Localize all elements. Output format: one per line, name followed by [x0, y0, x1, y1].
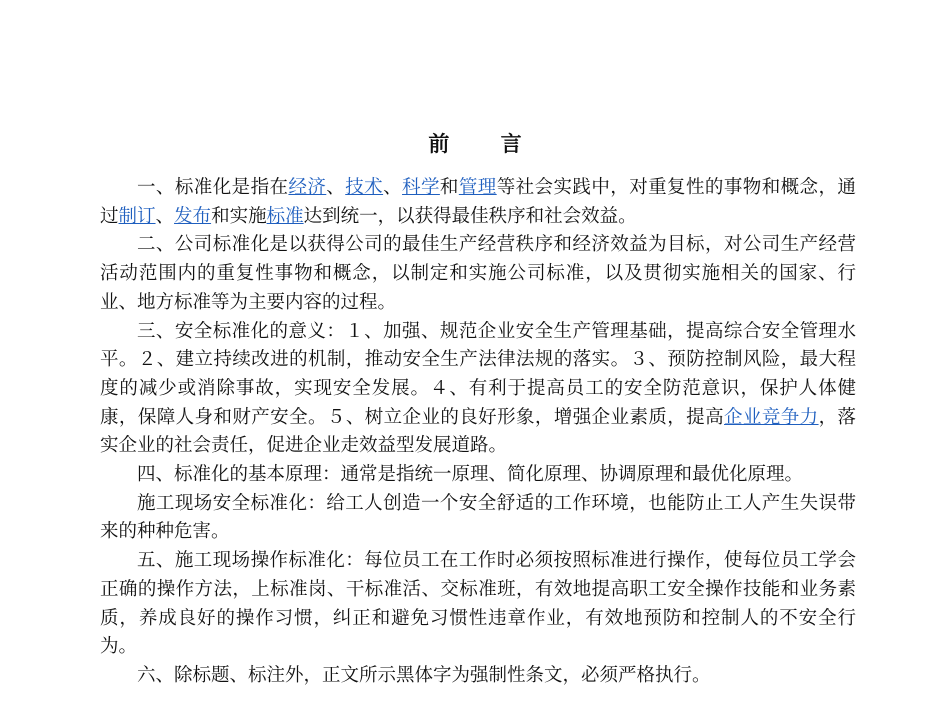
paragraph-text: 、 [155, 205, 175, 227]
link-formulate[interactable]: 制订 [118, 205, 156, 227]
paragraph-text: 和实施 [211, 205, 267, 227]
document-body [100, 174, 856, 691]
paragraph-text: 达到统一，以获得最佳秩序和社会效益。 [303, 205, 637, 227]
paragraph-2: 二、公司标准化是以获得公司的最佳生产经营秩序和经济效益为目标，对公司生产经营活动范围内的重复性事物和概念，以制定和实施公司标准，以及贯彻实施相关的国家、行业、地方标准等为主要内容的过程。 [100, 234, 856, 313]
link-publish[interactable]: 发布 [174, 205, 212, 227]
paragraph-text: 和 [439, 177, 459, 198]
paragraph-text: 等社会实践中，对重复性的事物和概念，通过 [100, 177, 856, 227]
paragraph-text: 、 [383, 177, 403, 198]
paragraph-3 [100, 318, 856, 462]
paragraph-text: 、 [326, 177, 346, 198]
paragraph-1 [100, 174, 856, 231]
paragraph-4: 四、标准化的基本原理：通常是指统一原理、简化原理、协调原理和最优化原理。 [137, 464, 804, 486]
link-technology[interactable]: 技术 [345, 177, 384, 198]
paragraph-text: 一、标准化是指在 [137, 177, 289, 198]
link-standard[interactable]: 标准 [266, 205, 304, 227]
paragraph-5: 施工现场安全标准化：给工人创造一个安全舒适的工作环境，也能防止工人产生失误带来的种种危害。 [100, 492, 856, 543]
paragraph-7: 六、除标题、标注外，正文所示黑体字为强制性条文，必须严格执行。 [137, 664, 711, 686]
link-management[interactable]: 管理 [458, 177, 497, 198]
paragraph-text: 三、安全标准化的意义：１、加强、规范企业安全生产管理基础，提高综合安全管理水平。２、建立持续改进的机制，推动安全生产法律法规的落实。３、预防控制风险，最大程度的减少或消除事故，实现安全发展。４、有利于提高员工的安全防范意识，保护人体健康，保障人身和财产安全。５、树立企业的良好形象，增强企业素质，提高 [100, 320, 856, 428]
page-title: 前 言 [428, 131, 544, 156]
paragraph-text: ，落实企业的社会责任，促进企业走效益型发展道路。 [100, 406, 856, 457]
link-competitiveness[interactable]: 企业竞争力 [724, 406, 819, 428]
link-science[interactable]: 科学 [402, 177, 440, 198]
paragraph-6: 五、施工现场操作标准化：每位员工在工作时必须按照标准进行操作，使每位员工学会正确的操作方法，上标准岗、干标准活、交标准班，有效地提高职工安全操作技能和业务素质，养成良好的操作习惯，纠正和避免习惯性违章作业，有效地预防和控制人的不安全行为。 [100, 550, 856, 658]
link-economy[interactable]: 经济 [288, 177, 327, 198]
